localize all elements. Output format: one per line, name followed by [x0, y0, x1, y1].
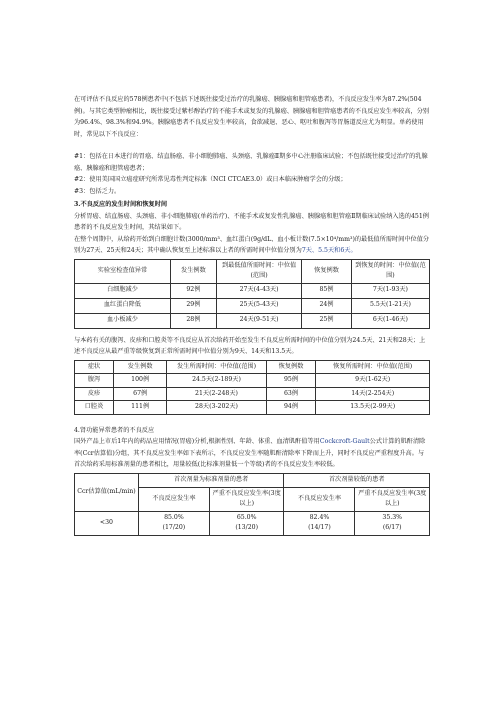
table-cell: 24例: [302, 298, 352, 313]
symptom-table: [74, 360, 430, 415]
table-cell: 皮疹: [75, 387, 114, 401]
table-cell: 25例: [302, 313, 352, 328]
table-cell: 白细胞减少: [75, 283, 171, 298]
rate-fraction: (13/20): [235, 524, 258, 531]
header-cell: 首次剂量为标准剂量的患者: [138, 473, 284, 487]
formula-name: Cockcroft-Gault: [319, 438, 370, 445]
header-cell: 恢复所需时间：中位值(范围): [316, 360, 430, 374]
table-row: [75, 511, 430, 535]
table-cell: 95例: [266, 374, 316, 388]
table-cell: 24.5天(2-189天): [167, 374, 266, 388]
recovery-days-text: 7天、5.5天和6天。: [301, 247, 357, 254]
table-cell: 血红蛋白降低: [75, 298, 171, 313]
table-cell: 9天(1-62天): [316, 374, 430, 388]
section-4-heading: 4.肾功能异常患者的不良反应: [74, 426, 155, 434]
table-row: [75, 298, 430, 313]
timing-text: 在整个周期中，从给药开始到白细胞计数(3000/mm³、血红蛋白(9g/dL、血小板计数(7.5×10⁴/mm³)的最低值所需时间中位值分别为27天、25天和24天；其中确认恢复至上述标准以上者的所需时间中位值分别为: [74, 235, 430, 254]
table-cell: 5.5天(1-21天): [351, 298, 429, 313]
header-cell: 不良反应发生率: [284, 487, 355, 511]
table-cell: [209, 511, 284, 535]
table-cell: 63例: [266, 387, 316, 401]
table-cell: 13.5天(2-99天): [316, 401, 430, 415]
renal-text: 国外产品上市后1年内的药品应用情况(胃癌)分析,根据性别、年龄、体重、血清肌酐值等用: [74, 438, 320, 445]
table-cell: 腹泻: [75, 374, 114, 388]
header-cell: 到最低值所需时间：中位值(范围): [216, 259, 301, 283]
table-cell: 27天(4-43天): [216, 283, 301, 298]
renal-table: [74, 473, 430, 536]
table-cell: 24天(9-51天): [216, 313, 301, 328]
symptom-timing-paragraph: 与本药有关的腹泻、皮疹和口腔炎等不良反应从首次给药开始至发生不良反应所需时间的中位值分别为24.5天、21天和28天；上述不良反应从最严重等级恢复到正常所需时间中位值分别为9天、14天和13.5天。: [74, 336, 426, 355]
table-cell: 血小板减少: [75, 313, 171, 328]
rate-value: 35.3%: [382, 513, 403, 521]
table-cell: 94例: [266, 401, 316, 415]
table-cell: [138, 511, 209, 535]
header-cell: 症状: [75, 360, 114, 374]
header-cell: 到恢复的时间：中位值(范围): [351, 259, 429, 283]
table-cell: 28天(3-202天): [167, 401, 266, 415]
table-row: [75, 387, 430, 401]
table-row: [75, 401, 430, 415]
header-cell: 恢复例数: [302, 259, 352, 283]
rate-fraction: (6/17): [382, 524, 402, 531]
section-3-timing-paragraph: [74, 234, 430, 257]
header-cell: 首次剂量较低的患者: [284, 473, 430, 487]
renal-text-cont: 公式计算的肌酐清除率(Ccr估算值)分组，其不良反应发生率如下表所示，不良反应发生率随肌酐清除率下降而上升，同时不良反应严重程度升高。与首次给药采用标准剂量的患者相比，用量较低(比标准剂量低一个等级)者的不良反应发生率较低。: [74, 438, 426, 468]
table-cell: 7天(1-93天): [351, 283, 429, 298]
table-cell: 67例: [114, 387, 167, 401]
section-3-intro: 分析胃癌、结直肠癌、头颈癌、非小细胞肺癌(单药治疗)、不能手术或复发性乳腺癌、胰腺癌和胆管癌Ⅱ期临床试验纳入选的451例患者的不良反应发生时间，其结果如下。: [74, 212, 429, 231]
table-cell: 85例: [302, 283, 352, 298]
table-cell: 28例: [170, 313, 216, 328]
table-cell: 6天(1-46天): [351, 313, 429, 328]
rate-fraction: (17/20): [162, 524, 186, 531]
header-cell: 实验室检查值异常: [75, 259, 171, 283]
footnote-1: #1：包括在日本进行的胃癌、结直肠癌、非小细胞肺癌、头颈癌、乳腺癌Ⅱ期多中心注册临床试验；不包括既往接受过治疗的乳腺癌、胰腺癌和胆管癌患者；: [74, 153, 428, 172]
table-cell: 29例: [170, 298, 216, 313]
table-row: [75, 283, 430, 298]
table-row: [75, 374, 430, 388]
rate-value: 82.4%: [309, 513, 330, 521]
header-cell: 严重不良反应发生率(3度以上): [355, 487, 430, 511]
renal-paragraph: [74, 436, 430, 471]
table-cell: 14天(2-254天): [316, 387, 430, 401]
header-cell: 不良反应发生率: [138, 487, 209, 511]
table-header-row: [75, 360, 430, 374]
table-cell: 21天(2-248天): [167, 387, 266, 401]
table-cell: <30: [75, 511, 139, 535]
header-cell: 发生例数: [170, 259, 216, 283]
table-row: [75, 313, 430, 328]
header-cell: Ccr估算值(mL/min): [75, 473, 139, 511]
header-cell: 恢复例数: [266, 360, 316, 374]
lab-abnormality-table: [74, 259, 430, 329]
table-cell: 100例: [114, 374, 167, 388]
table-header-row: [75, 259, 430, 283]
adverse-reaction-paragraph: 在可评估不良反应的578例患者中(不包括下述既往接受过治疗的乳腺癌、胰腺癌和胆管癌患者)，不良反应发生率为87.2%(504例)。与其它类型肿瘤相比，既往接受过紫杉醇治疗的不能手术或复发的乳腺癌、胰腺癌和胆管癌患者的不良反应发生率较高，分别为96.4%、98.3%和94.9%。胰腺癌患者不良反应发生率较高，食欲减退、恶心、呕吐和腹泻等胃肠道反应尤为明显。单药使用时，常见以下不良反应：: [74, 96, 430, 138]
table-cell: 111例: [114, 401, 167, 415]
rate-value: 65.0%: [236, 513, 257, 521]
table-cell: [284, 511, 355, 535]
rate-value: 85.0%: [164, 513, 184, 521]
table-cell: 25天(5-43天): [216, 298, 301, 313]
footnote-3: #3：包括乏力。: [74, 187, 121, 195]
rate-fraction: (14/17): [308, 524, 331, 531]
table-header-row: [75, 473, 430, 487]
header-cell: 发生例数: [114, 360, 167, 374]
footnote-2: #2：使用美国国立癌症研究所常见毒性判定标准（NCI CTCAE3.0）或日本临床肿瘤学会的分级；: [74, 176, 347, 183]
header-cell: 严重不良反应发生率(3度以上): [209, 487, 284, 511]
table-cell: 口腔炎: [75, 401, 114, 415]
table-cell: 92例: [170, 283, 216, 298]
table-cell: [355, 511, 430, 535]
header-cell: 发生所需时间：中位值(范围): [167, 360, 266, 374]
document-page: [74, 94, 430, 536]
section-3-heading: 3.不良反应的发生时间和恢复时间: [74, 201, 168, 208]
